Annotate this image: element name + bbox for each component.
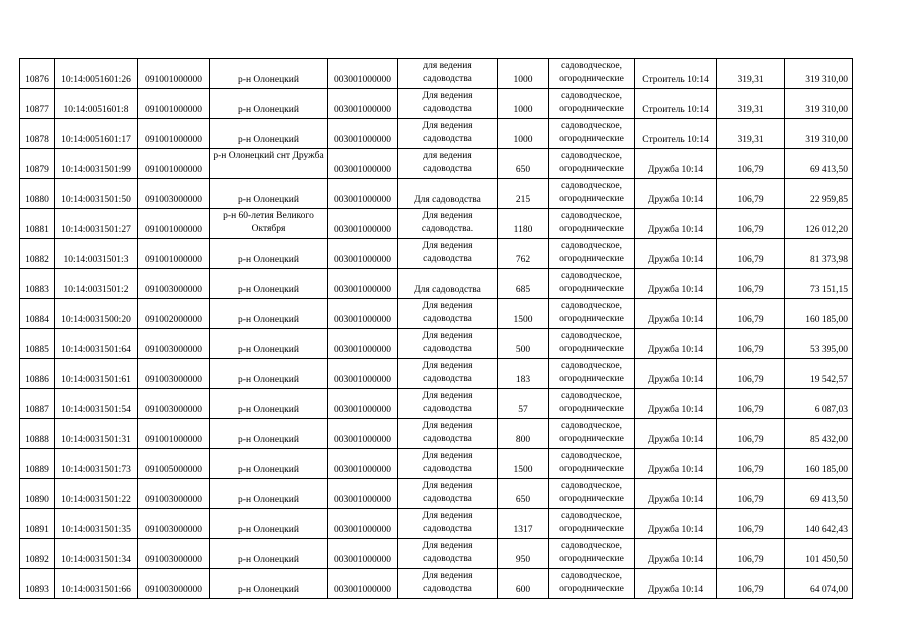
cell-zone: Дружба 10:14 (635, 149, 717, 179)
cell-number: 10879 (20, 149, 55, 179)
cell-cadastral-number: 10:14:0031501:2 (55, 269, 138, 299)
cell-cadastral-value: 319 310,00 (785, 59, 853, 89)
cell-rate: 106,79 (717, 269, 785, 299)
cell-zone: Строитель 10:14 (635, 119, 717, 149)
cell-number: 10890 (20, 479, 55, 509)
cell-zone: Дружба 10:14 (635, 299, 717, 329)
cell-area: 762 (498, 239, 549, 269)
cell-oktmo: 003001000000 (328, 269, 398, 299)
cell-district: р-н Олонецкий (210, 299, 328, 329)
cell-okato: 091003000000 (138, 389, 210, 419)
cell-cadastral-value: 64 074,00 (785, 569, 853, 599)
cell-zone: Дружба 10:14 (635, 239, 717, 269)
cell-cadastral-value: 140 642,43 (785, 509, 853, 539)
cell-zone: Строитель 10:14 (635, 89, 717, 119)
cell-area: 1317 (498, 509, 549, 539)
cell-oktmo: 003001000000 (328, 329, 398, 359)
table-row (20, 299, 853, 329)
cell-category: садоводческое, огороднические (549, 239, 635, 269)
cell-zone: Дружба 10:14 (635, 449, 717, 479)
cell-rate: 106,79 (717, 389, 785, 419)
cell-zone: Дружба 10:14 (635, 509, 717, 539)
cell-purpose: Для ведения садоводства (398, 479, 498, 509)
cell-district: р-н Олонецкий (210, 389, 328, 419)
table-row (20, 119, 853, 149)
cell-category: садоводческое, огороднические (549, 479, 635, 509)
cell-cadastral-value: 85 432,00 (785, 419, 853, 449)
cell-cadastral-number: 10:14:0031501:34 (55, 539, 138, 569)
table-row (20, 479, 853, 509)
cell-oktmo: 003001000000 (328, 569, 398, 599)
cell-category: садоводческое, огороднические (549, 329, 635, 359)
cell-cadastral-number: 10:14:0031501:66 (55, 569, 138, 599)
cell-number: 10880 (20, 179, 55, 209)
cell-oktmo: 003001000000 (328, 389, 398, 419)
cell-district: р-н Олонецкий (210, 449, 328, 479)
cell-rate: 106,79 (717, 149, 785, 179)
cell-okato: 091001000000 (138, 89, 210, 119)
cell-number: 10888 (20, 419, 55, 449)
cell-number: 10881 (20, 209, 55, 239)
cell-area: 500 (498, 329, 549, 359)
cell-category: садоводческое, огороднические (549, 89, 635, 119)
cell-okato: 091003000000 (138, 269, 210, 299)
table-row (20, 209, 853, 239)
cell-number: 10884 (20, 299, 55, 329)
cell-rate: 106,79 (717, 479, 785, 509)
cell-zone: Дружба 10:14 (635, 179, 717, 209)
table-row (20, 329, 853, 359)
cell-cadastral-number: 10:14:0031501:35 (55, 509, 138, 539)
cell-purpose: Для ведения садоводства (398, 299, 498, 329)
cell-okato: 091001000000 (138, 209, 210, 239)
cell-number: 10891 (20, 509, 55, 539)
cell-okato: 091003000000 (138, 569, 210, 599)
cell-district: р-н Олонецкий (210, 89, 328, 119)
cell-cadastral-number: 10:14:0031501:73 (55, 449, 138, 479)
cell-okato: 091001000000 (138, 239, 210, 269)
cell-number: 10877 (20, 89, 55, 119)
cell-number: 10878 (20, 119, 55, 149)
cell-cadastral-number: 10:14:0031501:54 (55, 389, 138, 419)
cell-district: р-н Олонецкий (210, 509, 328, 539)
cell-zone: Дружба 10:14 (635, 569, 717, 599)
cell-cadastral-number: 10:14:0051601:8 (55, 89, 138, 119)
cell-area: 215 (498, 179, 549, 209)
cell-purpose: Для ведения садоводства (398, 539, 498, 569)
cell-cadastral-value: 319 310,00 (785, 89, 853, 119)
cell-oktmo: 003001000000 (328, 209, 398, 239)
cell-okato: 091002000000 (138, 299, 210, 329)
cell-cadastral-value: 319 310,00 (785, 119, 853, 149)
cell-category: садоводческое, огороднические (549, 269, 635, 299)
cell-category: садоводческое, огороднические (549, 509, 635, 539)
table-row (20, 89, 853, 119)
cell-district: р-н Олонецкий (210, 59, 328, 89)
cell-rate: 106,79 (717, 209, 785, 239)
cell-cadastral-value: 69 413,50 (785, 479, 853, 509)
cell-category: садоводческое, огороднические (549, 299, 635, 329)
cell-cadastral-number: 10:14:0031500:20 (55, 299, 138, 329)
cell-okato: 091001000000 (138, 119, 210, 149)
cell-purpose: Для ведения садоводства (398, 239, 498, 269)
cell-zone: Дружба 10:14 (635, 329, 717, 359)
cell-oktmo: 003001000000 (328, 539, 398, 569)
cell-cadastral-value: 101 450,50 (785, 539, 853, 569)
cell-number: 10892 (20, 539, 55, 569)
cell-okato: 091003000000 (138, 509, 210, 539)
table-row (20, 509, 853, 539)
cell-cadastral-number: 10:14:0031501:22 (55, 479, 138, 509)
cell-category: садоводческое, огороднические (549, 209, 635, 239)
cell-purpose: для ведения садоводства (398, 59, 498, 89)
cell-purpose: Для садоводства (398, 269, 498, 299)
cell-cadastral-number: 10:14:0051601:26 (55, 59, 138, 89)
cell-zone: Дружба 10:14 (635, 209, 717, 239)
cell-purpose: Для ведения садоводства (398, 449, 498, 479)
cell-rate: 319,31 (717, 59, 785, 89)
cell-category: садоводческое, огороднические (549, 569, 635, 599)
cell-area: 685 (498, 269, 549, 299)
cell-purpose: Для ведения садоводства (398, 329, 498, 359)
table-row (20, 179, 853, 209)
cell-oktmo: 003001000000 (328, 239, 398, 269)
cell-number: 10889 (20, 449, 55, 479)
cell-cadastral-value: 73 151,15 (785, 269, 853, 299)
cell-cadastral-value: 160 185,00 (785, 299, 853, 329)
cell-category: садоводческое, огороднические (549, 59, 635, 89)
cell-cadastral-value: 22 959,85 (785, 179, 853, 209)
cell-area: 57 (498, 389, 549, 419)
cell-district: р-н Олонецкий (210, 329, 328, 359)
cell-cadastral-number: 10:14:0031501:31 (55, 419, 138, 449)
table-body (20, 59, 853, 599)
cell-oktmo: 003001000000 (328, 359, 398, 389)
cell-rate: 106,79 (717, 299, 785, 329)
cell-purpose: Для ведения садоводства (398, 119, 498, 149)
cell-rate: 106,79 (717, 329, 785, 359)
cell-oktmo: 003001000000 (328, 149, 398, 179)
cell-oktmo: 003001000000 (328, 479, 398, 509)
cell-rate: 106,79 (717, 359, 785, 389)
table-row (20, 569, 853, 599)
cell-rate: 106,79 (717, 569, 785, 599)
cell-oktmo: 003001000000 (328, 449, 398, 479)
cell-cadastral-number: 10:14:0031501:3 (55, 239, 138, 269)
cell-rate: 106,79 (717, 539, 785, 569)
cell-zone: Дружба 10:14 (635, 389, 717, 419)
cell-cadastral-value: 53 395,00 (785, 329, 853, 359)
cell-okato: 091001000000 (138, 149, 210, 179)
cell-purpose: Для ведения садоводства (398, 569, 498, 599)
cell-purpose: Для ведения садоводства (398, 89, 498, 119)
cell-area: 1500 (498, 449, 549, 479)
cell-zone: Дружба 10:14 (635, 269, 717, 299)
cell-okato: 091001000000 (138, 59, 210, 89)
cell-rate: 106,79 (717, 239, 785, 269)
cell-okato: 091003000000 (138, 359, 210, 389)
cell-cadastral-number: 10:14:0031501:50 (55, 179, 138, 209)
cell-oktmo: 003001000000 (328, 89, 398, 119)
cell-area: 1180 (498, 209, 549, 239)
cell-purpose: Для ведения садоводства (398, 359, 498, 389)
table-row (20, 389, 853, 419)
cell-zone: Строитель 10:14 (635, 59, 717, 89)
cell-purpose: Для ведения садоводства (398, 509, 498, 539)
cell-number: 10883 (20, 269, 55, 299)
table-row (20, 149, 853, 179)
cell-oktmo: 003001000000 (328, 509, 398, 539)
cell-purpose: Для ведения садоводства (398, 419, 498, 449)
cell-district: р-н Олонецкий (210, 359, 328, 389)
table-row (20, 59, 853, 89)
cell-area: 1000 (498, 89, 549, 119)
cell-number: 10885 (20, 329, 55, 359)
cell-okato: 091003000000 (138, 179, 210, 209)
cell-zone: Дружба 10:14 (635, 479, 717, 509)
cell-district: р-н Олонецкий снт Дружба (210, 149, 328, 179)
cell-area: 650 (498, 479, 549, 509)
cell-zone: Дружба 10:14 (635, 359, 717, 389)
cell-category: садоводческое, огороднические (549, 119, 635, 149)
cell-district: р-н Олонецкий (210, 269, 328, 299)
cell-cadastral-value: 69 413,50 (785, 149, 853, 179)
cell-purpose: для ведения садоводства (398, 149, 498, 179)
cell-area: 950 (498, 539, 549, 569)
cell-district: р-н Олонецкий (210, 239, 328, 269)
cell-cadastral-number: 10:14:0031501:61 (55, 359, 138, 389)
cell-cadastral-value: 81 373,98 (785, 239, 853, 269)
cell-category: садоводческое, огороднические (549, 419, 635, 449)
cell-rate: 106,79 (717, 179, 785, 209)
cell-zone: Дружба 10:14 (635, 539, 717, 569)
cell-district: р-н Олонецкий (210, 569, 328, 599)
cell-number: 10886 (20, 359, 55, 389)
cell-cadastral-number: 10:14:0031501:99 (55, 149, 138, 179)
cell-area: 1000 (498, 119, 549, 149)
cell-district: р-н Олонецкий (210, 119, 328, 149)
cell-rate: 319,31 (717, 89, 785, 119)
cell-category: садоводческое, огороднические (549, 359, 635, 389)
cell-rate: 106,79 (717, 419, 785, 449)
cell-area: 650 (498, 149, 549, 179)
cell-rate: 106,79 (717, 449, 785, 479)
table-row (20, 239, 853, 269)
cell-okato: 091003000000 (138, 539, 210, 569)
cell-number: 10893 (20, 569, 55, 599)
table-row (20, 449, 853, 479)
table-row (20, 269, 853, 299)
cell-oktmo: 003001000000 (328, 59, 398, 89)
cell-rate: 319,31 (717, 119, 785, 149)
cell-area: 1500 (498, 299, 549, 329)
cell-purpose: Для садоводства (398, 179, 498, 209)
cell-cadastral-number: 10:14:0051601:17 (55, 119, 138, 149)
cell-cadastral-value: 126 012,20 (785, 209, 853, 239)
cell-category: садоводческое, огороднические (549, 179, 635, 209)
cell-area: 800 (498, 419, 549, 449)
cell-cadastral-number: 10:14:0031501:64 (55, 329, 138, 359)
cell-zone: Дружба 10:14 (635, 419, 717, 449)
cell-okato: 091003000000 (138, 479, 210, 509)
cell-district: р-н 60-летия Великого Октября (210, 209, 328, 239)
cell-district: р-н Олонецкий (210, 479, 328, 509)
cell-cadastral-value: 160 185,00 (785, 449, 853, 479)
cell-rate: 106,79 (717, 509, 785, 539)
cell-oktmo: 003001000000 (328, 119, 398, 149)
cell-number: 10882 (20, 239, 55, 269)
cell-category: садоводческое, огороднические (549, 149, 635, 179)
land-plot-table (19, 58, 853, 599)
cell-okato: 091001000000 (138, 419, 210, 449)
table-row (20, 419, 853, 449)
table-row (20, 359, 853, 389)
cell-category: садоводческое, огороднические (549, 539, 635, 569)
cell-okato: 091003000000 (138, 329, 210, 359)
cell-purpose: Для ведения садоводства (398, 389, 498, 419)
cell-cadastral-number: 10:14:0031501:27 (55, 209, 138, 239)
cell-area: 1000 (498, 59, 549, 89)
cell-okato: 091005000000 (138, 449, 210, 479)
cell-area: 600 (498, 569, 549, 599)
cell-district: р-н Олонецкий (210, 179, 328, 209)
cell-district: р-н Олонецкий (210, 419, 328, 449)
cell-cadastral-value: 19 542,57 (785, 359, 853, 389)
table-row (20, 539, 853, 569)
cell-area: 183 (498, 359, 549, 389)
cell-purpose: Для ведения садоводства. (398, 209, 498, 239)
cell-oktmo: 003001000000 (328, 299, 398, 329)
cell-oktmo: 003001000000 (328, 419, 398, 449)
cell-category: садоводческое, огороднические (549, 449, 635, 479)
cell-district: р-н Олонецкий (210, 539, 328, 569)
cell-oktmo: 003001000000 (328, 179, 398, 209)
cell-cadastral-value: 6 087,03 (785, 389, 853, 419)
cell-number: 10887 (20, 389, 55, 419)
cell-category: садоводческое, огороднические (549, 389, 635, 419)
cell-number: 10876 (20, 59, 55, 89)
